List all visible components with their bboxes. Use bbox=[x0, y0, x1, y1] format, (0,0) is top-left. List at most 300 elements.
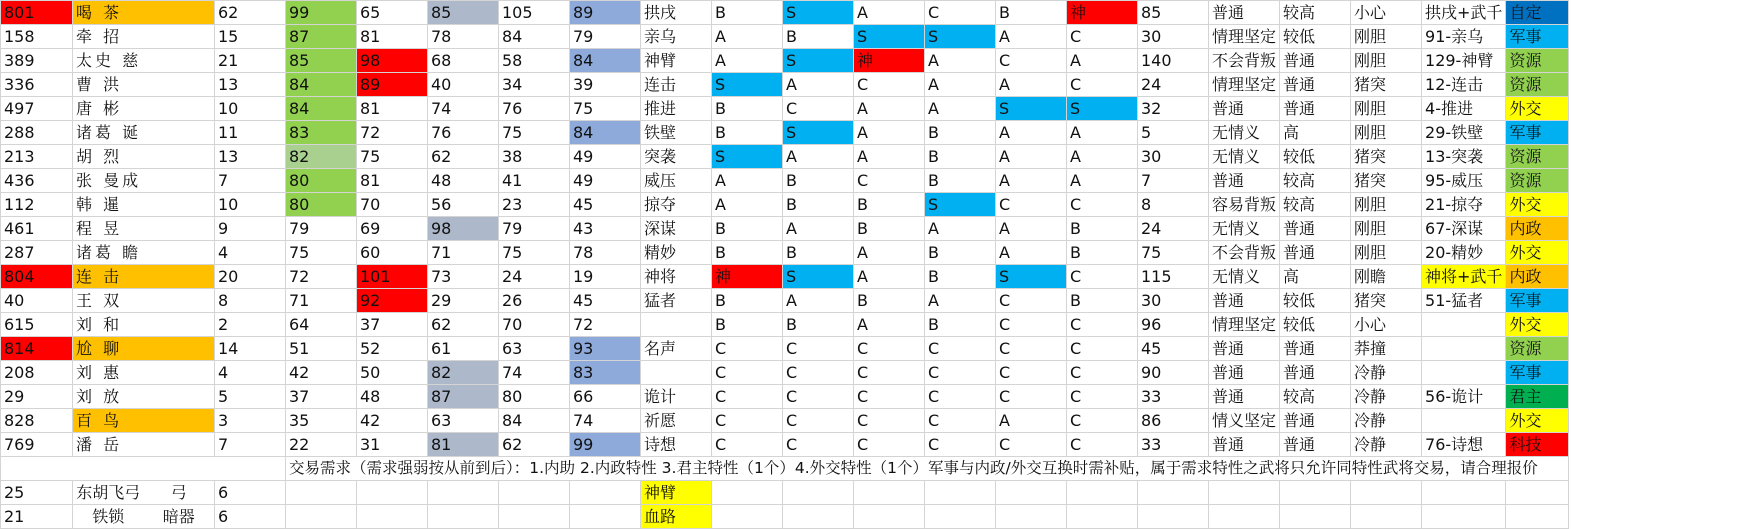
empty-cell[interactable] bbox=[854, 481, 925, 505]
aptitude-6[interactable]: A bbox=[1067, 49, 1138, 73]
aptitude-2[interactable]: S bbox=[783, 121, 854, 145]
aptitude-6[interactable]: C bbox=[1067, 409, 1138, 433]
skill-name[interactable]: 突袭 bbox=[641, 145, 712, 169]
general-id[interactable]: 461 bbox=[1, 217, 73, 241]
ambition[interactable]: 普通 bbox=[1280, 241, 1351, 265]
aptitude-3[interactable]: C bbox=[854, 169, 925, 193]
stat-charm[interactable]: 79 bbox=[570, 25, 641, 49]
aptitude-6[interactable]: C bbox=[1067, 361, 1138, 385]
item-qty[interactable]: 21 bbox=[1, 505, 73, 529]
stat-charm[interactable]: 89 bbox=[570, 1, 641, 25]
stat-politics[interactable]: 80 bbox=[499, 385, 570, 409]
stat-g[interactable]: 45 bbox=[1138, 337, 1209, 361]
empty-cell[interactable] bbox=[783, 481, 854, 505]
ambition[interactable]: 普通 bbox=[1280, 433, 1351, 457]
skill-name[interactable]: 精妙 bbox=[641, 241, 712, 265]
general-id[interactable]: 804 bbox=[1, 265, 73, 289]
aptitude-5[interactable]: C bbox=[996, 49, 1067, 73]
special-skill[interactable]: 29-铁壁 bbox=[1422, 121, 1506, 145]
stat-a[interactable]: 2 bbox=[215, 313, 286, 337]
stat-force[interactable]: 52 bbox=[357, 337, 428, 361]
general-id[interactable]: 287 bbox=[1, 241, 73, 265]
special-skill[interactable]: 13-突袭 bbox=[1422, 145, 1506, 169]
aptitude-2[interactable]: C bbox=[783, 385, 854, 409]
special-skill[interactable]: 神将+武千 bbox=[1422, 265, 1506, 289]
aptitude-1[interactable]: A bbox=[712, 193, 783, 217]
stat-force[interactable]: 81 bbox=[357, 169, 428, 193]
personality[interactable]: 刚胆 bbox=[1351, 25, 1422, 49]
ambition[interactable]: 普通 bbox=[1280, 49, 1351, 73]
stat-g[interactable]: 32 bbox=[1138, 97, 1209, 121]
aptitude-3[interactable]: A bbox=[854, 313, 925, 337]
stat-force[interactable]: 75 bbox=[357, 145, 428, 169]
category-tag[interactable]: 外交 bbox=[1506, 241, 1569, 265]
skill-name[interactable]: 铁壁 bbox=[641, 121, 712, 145]
stat-force[interactable]: 31 bbox=[357, 433, 428, 457]
stat-leadership[interactable]: 75 bbox=[286, 241, 357, 265]
aptitude-6[interactable]: C bbox=[1067, 337, 1138, 361]
stat-g[interactable]: 7 bbox=[1138, 169, 1209, 193]
loyalty[interactable]: 情理坚定 bbox=[1209, 313, 1280, 337]
aptitude-6[interactable]: B bbox=[1067, 241, 1138, 265]
aptitude-6[interactable]: A bbox=[1067, 121, 1138, 145]
aptitude-3[interactable]: C bbox=[854, 73, 925, 97]
general-id[interactable]: 436 bbox=[1, 169, 73, 193]
general-id[interactable]: 213 bbox=[1, 145, 73, 169]
empty-cell[interactable] bbox=[428, 481, 499, 505]
stat-force[interactable]: 65 bbox=[357, 1, 428, 25]
ambition[interactable]: 高 bbox=[1280, 121, 1351, 145]
aptitude-3[interactable]: B bbox=[854, 217, 925, 241]
item-name-cell[interactable] bbox=[73, 481, 215, 505]
stat-charm[interactable]: 99 bbox=[570, 433, 641, 457]
personality[interactable]: 刚胆 bbox=[1351, 193, 1422, 217]
aptitude-1[interactable]: C bbox=[712, 361, 783, 385]
stat-a[interactable]: 13 bbox=[215, 145, 286, 169]
aptitude-1[interactable]: A bbox=[712, 49, 783, 73]
loyalty[interactable]: 无情义 bbox=[1209, 121, 1280, 145]
aptitude-6[interactable]: C bbox=[1067, 73, 1138, 97]
stat-charm[interactable]: 49 bbox=[570, 169, 641, 193]
stat-g[interactable]: 30 bbox=[1138, 25, 1209, 49]
stat-intellect[interactable]: 61 bbox=[428, 337, 499, 361]
ambition[interactable]: 普通 bbox=[1280, 337, 1351, 361]
stat-charm[interactable]: 78 bbox=[570, 241, 641, 265]
stat-politics[interactable]: 75 bbox=[499, 121, 570, 145]
stat-g[interactable]: 5 bbox=[1138, 121, 1209, 145]
stat-charm[interactable]: 84 bbox=[570, 121, 641, 145]
stat-force[interactable]: 72 bbox=[357, 121, 428, 145]
stat-force[interactable]: 60 bbox=[357, 241, 428, 265]
general-name[interactable]: 唐 彬 bbox=[73, 97, 215, 121]
loyalty[interactable]: 情理坚定 bbox=[1209, 73, 1280, 97]
aptitude-2[interactable]: A bbox=[783, 73, 854, 97]
aptitude-5[interactable]: A bbox=[996, 217, 1067, 241]
general-id[interactable]: 801 bbox=[1, 1, 73, 25]
aptitude-3[interactable]: B bbox=[854, 289, 925, 313]
general-id[interactable]: 208 bbox=[1, 361, 73, 385]
empty-cell[interactable] bbox=[1209, 481, 1280, 505]
stat-politics[interactable]: 26 bbox=[499, 289, 570, 313]
special-skill[interactable]: 95-威压 bbox=[1422, 169, 1506, 193]
loyalty[interactable]: 普通 bbox=[1209, 169, 1280, 193]
aptitude-6[interactable]: B bbox=[1067, 217, 1138, 241]
personality[interactable]: 冷静 bbox=[1351, 361, 1422, 385]
stat-a[interactable]: 7 bbox=[215, 169, 286, 193]
general-id[interactable]: 336 bbox=[1, 73, 73, 97]
stat-leadership[interactable]: 99 bbox=[286, 1, 357, 25]
stat-force[interactable]: 42 bbox=[357, 409, 428, 433]
aptitude-4[interactable]: C bbox=[925, 385, 996, 409]
aptitude-4[interactable]: A bbox=[925, 97, 996, 121]
aptitude-5[interactable]: C bbox=[996, 337, 1067, 361]
empty-cell[interactable] bbox=[570, 505, 641, 529]
stat-force[interactable]: 81 bbox=[357, 97, 428, 121]
ambition[interactable]: 较高 bbox=[1280, 193, 1351, 217]
aptitude-6[interactable]: C bbox=[1067, 385, 1138, 409]
general-id[interactable]: 112 bbox=[1, 193, 73, 217]
general-id[interactable]: 288 bbox=[1, 121, 73, 145]
aptitude-1[interactable]: C bbox=[712, 337, 783, 361]
stat-leadership[interactable]: 22 bbox=[286, 433, 357, 457]
aptitude-4[interactable]: C bbox=[925, 361, 996, 385]
empty-cell[interactable] bbox=[286, 481, 357, 505]
aptitude-5[interactable]: A bbox=[996, 169, 1067, 193]
item-extra[interactable]: 神臂 bbox=[641, 481, 712, 505]
general-name[interactable]: 程 昱 bbox=[73, 217, 215, 241]
ambition[interactable]: 普通 bbox=[1280, 361, 1351, 385]
stat-politics[interactable]: 70 bbox=[499, 313, 570, 337]
aptitude-3[interactable]: C bbox=[854, 385, 925, 409]
skill-name[interactable]: 神将 bbox=[641, 265, 712, 289]
general-id[interactable]: 769 bbox=[1, 433, 73, 457]
empty-cell[interactable] bbox=[428, 505, 499, 529]
stat-charm[interactable]: 66 bbox=[570, 385, 641, 409]
empty-cell[interactable] bbox=[712, 481, 783, 505]
category-tag[interactable]: 军事 bbox=[1506, 121, 1569, 145]
skill-name[interactable]: 神臂 bbox=[641, 49, 712, 73]
stat-intellect[interactable]: 62 bbox=[428, 313, 499, 337]
category-tag[interactable]: 外交 bbox=[1506, 313, 1569, 337]
empty-cell[interactable] bbox=[1280, 505, 1351, 529]
stat-intellect[interactable]: 76 bbox=[428, 121, 499, 145]
personality[interactable]: 刚胆 bbox=[1351, 49, 1422, 73]
stat-politics[interactable]: 24 bbox=[499, 265, 570, 289]
ambition[interactable]: 较低 bbox=[1280, 289, 1351, 313]
aptitude-4[interactable]: A bbox=[925, 217, 996, 241]
aptitude-2[interactable]: B bbox=[783, 193, 854, 217]
stat-force[interactable]: 37 bbox=[357, 313, 428, 337]
stat-politics[interactable]: 34 bbox=[499, 73, 570, 97]
aptitude-2[interactable]: B bbox=[783, 25, 854, 49]
stat-leadership[interactable]: 83 bbox=[286, 121, 357, 145]
empty-cell[interactable] bbox=[1422, 505, 1506, 529]
stat-intellect[interactable]: 62 bbox=[428, 145, 499, 169]
general-id[interactable]: 814 bbox=[1, 337, 73, 361]
stat-g[interactable]: 30 bbox=[1138, 145, 1209, 169]
stat-a[interactable]: 9 bbox=[215, 217, 286, 241]
stat-leadership[interactable]: 80 bbox=[286, 193, 357, 217]
category-tag[interactable]: 资源 bbox=[1506, 145, 1569, 169]
aptitude-3[interactable]: S bbox=[854, 25, 925, 49]
stat-politics[interactable]: 76 bbox=[499, 97, 570, 121]
aptitude-3[interactable]: C bbox=[854, 433, 925, 457]
stat-politics[interactable]: 38 bbox=[499, 145, 570, 169]
stat-g[interactable]: 140 bbox=[1138, 49, 1209, 73]
loyalty[interactable]: 普通 bbox=[1209, 385, 1280, 409]
general-name[interactable]: 刘 放 bbox=[73, 385, 215, 409]
aptitude-5[interactable]: S bbox=[996, 97, 1067, 121]
empty-cell[interactable] bbox=[925, 505, 996, 529]
general-name[interactable]: 诸葛 瞻 bbox=[73, 241, 215, 265]
category-tag[interactable]: 资源 bbox=[1506, 337, 1569, 361]
aptitude-1[interactable]: C bbox=[712, 409, 783, 433]
empty-cell[interactable] bbox=[1138, 481, 1209, 505]
item-extra[interactable]: 血路 bbox=[641, 505, 712, 529]
stat-intellect[interactable]: 82 bbox=[428, 361, 499, 385]
stat-charm[interactable]: 74 bbox=[570, 409, 641, 433]
stat-force[interactable]: 48 bbox=[357, 385, 428, 409]
general-name[interactable]: 尬 聊 bbox=[73, 337, 215, 361]
aptitude-4[interactable]: B bbox=[925, 121, 996, 145]
aptitude-6[interactable]: C bbox=[1067, 193, 1138, 217]
aptitude-2[interactable]: S bbox=[783, 49, 854, 73]
stat-force[interactable]: 92 bbox=[357, 289, 428, 313]
loyalty[interactable]: 无情义 bbox=[1209, 217, 1280, 241]
ambition[interactable]: 较高 bbox=[1280, 385, 1351, 409]
aptitude-5[interactable]: C bbox=[996, 313, 1067, 337]
ambition[interactable]: 较低 bbox=[1280, 145, 1351, 169]
aptitude-2[interactable]: B bbox=[783, 241, 854, 265]
stat-g[interactable]: 115 bbox=[1138, 265, 1209, 289]
stat-charm[interactable]: 72 bbox=[570, 313, 641, 337]
skill-name[interactable]: 亲乌 bbox=[641, 25, 712, 49]
stat-politics[interactable]: 23 bbox=[499, 193, 570, 217]
special-skill[interactable]: 4-推进 bbox=[1422, 97, 1506, 121]
skill-name[interactable]: 诡计 bbox=[641, 385, 712, 409]
special-skill[interactable]: 拱戌+武千 bbox=[1422, 1, 1506, 25]
aptitude-6[interactable]: C bbox=[1067, 433, 1138, 457]
aptitude-5[interactable]: S bbox=[996, 265, 1067, 289]
stat-leadership[interactable]: 84 bbox=[286, 73, 357, 97]
general-name[interactable]: 太史 慈 bbox=[73, 49, 215, 73]
aptitude-4[interactable]: A bbox=[925, 289, 996, 313]
loyalty[interactable]: 普通 bbox=[1209, 433, 1280, 457]
aptitude-3[interactable]: C bbox=[854, 409, 925, 433]
stat-leadership[interactable]: 72 bbox=[286, 265, 357, 289]
aptitude-1[interactable]: C bbox=[712, 385, 783, 409]
stat-g[interactable]: 24 bbox=[1138, 217, 1209, 241]
stat-charm[interactable]: 75 bbox=[570, 97, 641, 121]
stat-intellect[interactable]: 56 bbox=[428, 193, 499, 217]
general-name[interactable]: 刘 惠 bbox=[73, 361, 215, 385]
ambition[interactable]: 较低 bbox=[1280, 313, 1351, 337]
personality[interactable]: 小心 bbox=[1351, 313, 1422, 337]
stat-charm[interactable]: 39 bbox=[570, 73, 641, 97]
stat-a[interactable]: 3 bbox=[215, 409, 286, 433]
item-qty[interactable]: 25 bbox=[1, 481, 73, 505]
aptitude-1[interactable]: B bbox=[712, 97, 783, 121]
item-level[interactable]: 6 bbox=[215, 481, 286, 505]
personality[interactable]: 刚瞻 bbox=[1351, 265, 1422, 289]
special-skill[interactable]: 67-深谋 bbox=[1422, 217, 1506, 241]
stat-intellect[interactable]: 48 bbox=[428, 169, 499, 193]
aptitude-5[interactable]: B bbox=[996, 1, 1067, 25]
category-tag[interactable]: 君主 bbox=[1506, 385, 1569, 409]
stat-g[interactable]: 8 bbox=[1138, 193, 1209, 217]
ambition[interactable]: 普通 bbox=[1280, 97, 1351, 121]
aptitude-6[interactable]: S bbox=[1067, 97, 1138, 121]
stat-leadership[interactable]: 79 bbox=[286, 217, 357, 241]
aptitude-4[interactable]: A bbox=[925, 73, 996, 97]
empty-cell[interactable] bbox=[854, 505, 925, 529]
aptitude-2[interactable]: B bbox=[783, 169, 854, 193]
empty-cell[interactable] bbox=[1209, 505, 1280, 529]
aptitude-1[interactable]: B bbox=[712, 217, 783, 241]
category-tag[interactable]: 自定 bbox=[1506, 1, 1569, 25]
skill-name[interactable]: 拱戌 bbox=[641, 1, 712, 25]
stat-intellect[interactable]: 74 bbox=[428, 97, 499, 121]
aptitude-4[interactable]: C bbox=[925, 1, 996, 25]
empty-cell[interactable] bbox=[996, 481, 1067, 505]
stat-intellect[interactable]: 29 bbox=[428, 289, 499, 313]
stat-leadership[interactable]: 84 bbox=[286, 97, 357, 121]
skill-name[interactable]: 祈愿 bbox=[641, 409, 712, 433]
general-id[interactable]: 40 bbox=[1, 289, 73, 313]
empty-cell[interactable] bbox=[1506, 481, 1569, 505]
aptitude-5[interactable]: A bbox=[996, 25, 1067, 49]
stat-intellect[interactable]: 98 bbox=[428, 217, 499, 241]
general-id[interactable]: 29 bbox=[1, 385, 73, 409]
general-name[interactable]: 百 鸟 bbox=[73, 409, 215, 433]
stat-charm[interactable]: 84 bbox=[570, 49, 641, 73]
aptitude-5[interactable]: A bbox=[996, 241, 1067, 265]
aptitude-1[interactable]: S bbox=[712, 145, 783, 169]
stat-politics[interactable]: 63 bbox=[499, 337, 570, 361]
general-name[interactable]: 潘 岳 bbox=[73, 433, 215, 457]
stat-a[interactable]: 10 bbox=[215, 97, 286, 121]
personality[interactable]: 刚胆 bbox=[1351, 121, 1422, 145]
stat-charm[interactable]: 83 bbox=[570, 361, 641, 385]
aptitude-2[interactable]: C bbox=[783, 409, 854, 433]
stat-leadership[interactable]: 80 bbox=[286, 169, 357, 193]
aptitude-5[interactable]: C bbox=[996, 433, 1067, 457]
special-skill[interactable] bbox=[1422, 409, 1506, 433]
aptitude-3[interactable]: A bbox=[854, 121, 925, 145]
stat-intellect[interactable]: 71 bbox=[428, 241, 499, 265]
stat-charm[interactable]: 19 bbox=[570, 265, 641, 289]
aptitude-4[interactable]: C bbox=[925, 433, 996, 457]
special-skill[interactable] bbox=[1422, 361, 1506, 385]
empty-cell[interactable] bbox=[712, 505, 783, 529]
aptitude-4[interactable]: A bbox=[925, 49, 996, 73]
aptitude-1[interactable]: S bbox=[712, 73, 783, 97]
stat-charm[interactable]: 45 bbox=[570, 193, 641, 217]
aptitude-1[interactable]: B bbox=[712, 289, 783, 313]
empty-cell[interactable] bbox=[925, 481, 996, 505]
general-name[interactable]: 张 曼成 bbox=[73, 169, 215, 193]
general-name[interactable]: 曹 洪 bbox=[73, 73, 215, 97]
aptitude-4[interactable]: B bbox=[925, 313, 996, 337]
aptitude-4[interactable]: C bbox=[925, 409, 996, 433]
stat-g[interactable]: 30 bbox=[1138, 289, 1209, 313]
aptitude-2[interactable]: A bbox=[783, 217, 854, 241]
stat-force[interactable]: 98 bbox=[357, 49, 428, 73]
loyalty[interactable]: 情义坚定 bbox=[1209, 409, 1280, 433]
aptitude-5[interactable]: A bbox=[996, 145, 1067, 169]
stat-intellect[interactable]: 68 bbox=[428, 49, 499, 73]
stat-leadership[interactable]: 82 bbox=[286, 145, 357, 169]
aptitude-3[interactable]: B bbox=[854, 193, 925, 217]
stat-g[interactable]: 86 bbox=[1138, 409, 1209, 433]
loyalty[interactable]: 普通 bbox=[1209, 361, 1280, 385]
stat-intellect[interactable]: 63 bbox=[428, 409, 499, 433]
stat-force[interactable]: 50 bbox=[357, 361, 428, 385]
category-tag[interactable]: 军事 bbox=[1506, 289, 1569, 313]
stat-leadership[interactable]: 85 bbox=[286, 49, 357, 73]
special-skill[interactable]: 20-精妙 bbox=[1422, 241, 1506, 265]
special-skill[interactable]: 12-连击 bbox=[1422, 73, 1506, 97]
aptitude-2[interactable]: C bbox=[783, 361, 854, 385]
skill-name[interactable] bbox=[641, 361, 712, 385]
aptitude-2[interactable]: S bbox=[783, 1, 854, 25]
aptitude-3[interactable]: A bbox=[854, 97, 925, 121]
aptitude-4[interactable]: B bbox=[925, 241, 996, 265]
general-name[interactable]: 牵 招 bbox=[73, 25, 215, 49]
stat-leadership[interactable]: 87 bbox=[286, 25, 357, 49]
category-tag[interactable]: 外交 bbox=[1506, 97, 1569, 121]
loyalty[interactable]: 普通 bbox=[1209, 97, 1280, 121]
general-id[interactable]: 497 bbox=[1, 97, 73, 121]
ambition[interactable]: 普通 bbox=[1280, 409, 1351, 433]
empty-cell[interactable] bbox=[1422, 481, 1506, 505]
stat-g[interactable]: 33 bbox=[1138, 433, 1209, 457]
stat-charm[interactable]: 45 bbox=[570, 289, 641, 313]
loyalty[interactable]: 普通 bbox=[1209, 337, 1280, 361]
special-skill[interactable] bbox=[1422, 337, 1506, 361]
stat-g[interactable]: 85 bbox=[1138, 1, 1209, 25]
general-name[interactable]: 诸葛 诞 bbox=[73, 121, 215, 145]
empty-cell[interactable] bbox=[1067, 481, 1138, 505]
stat-a[interactable]: 20 bbox=[215, 265, 286, 289]
stat-a[interactable]: 4 bbox=[215, 241, 286, 265]
category-tag[interactable]: 资源 bbox=[1506, 169, 1569, 193]
stat-leadership[interactable]: 71 bbox=[286, 289, 357, 313]
personality[interactable]: 冷静 bbox=[1351, 385, 1422, 409]
empty-cell[interactable] bbox=[286, 505, 357, 529]
item-level[interactable]: 6 bbox=[215, 505, 286, 529]
general-id[interactable]: 828 bbox=[1, 409, 73, 433]
stat-intellect[interactable]: 78 bbox=[428, 25, 499, 49]
loyalty[interactable]: 无情义 bbox=[1209, 145, 1280, 169]
aptitude-5[interactable]: C bbox=[996, 193, 1067, 217]
general-name[interactable]: 王 双 bbox=[73, 289, 215, 313]
category-tag[interactable]: 军事 bbox=[1506, 361, 1569, 385]
general-name[interactable]: 连 击 bbox=[73, 265, 215, 289]
loyalty[interactable]: 不会背叛 bbox=[1209, 49, 1280, 73]
special-skill[interactable]: 51-猛者 bbox=[1422, 289, 1506, 313]
stat-a[interactable]: 7 bbox=[215, 433, 286, 457]
stat-intellect[interactable]: 40 bbox=[428, 73, 499, 97]
stat-g[interactable]: 33 bbox=[1138, 385, 1209, 409]
aptitude-5[interactable]: C bbox=[996, 385, 1067, 409]
aptitude-3[interactable]: C bbox=[854, 337, 925, 361]
category-tag[interactable]: 外交 bbox=[1506, 409, 1569, 433]
personality[interactable]: 冷静 bbox=[1351, 409, 1422, 433]
empty-cell[interactable] bbox=[996, 505, 1067, 529]
stat-a[interactable]: 8 bbox=[215, 289, 286, 313]
trade-requirements-note[interactable]: 交易需求（需求强弱按从前到后）：1.内助 2.内政特性 3.君主特性（1个）4.外交特性（1个）军事与内政/外交互换时需补贴，属于需求特性之武将只允许同特性武将交易，请合理报价 bbox=[286, 457, 1569, 481]
